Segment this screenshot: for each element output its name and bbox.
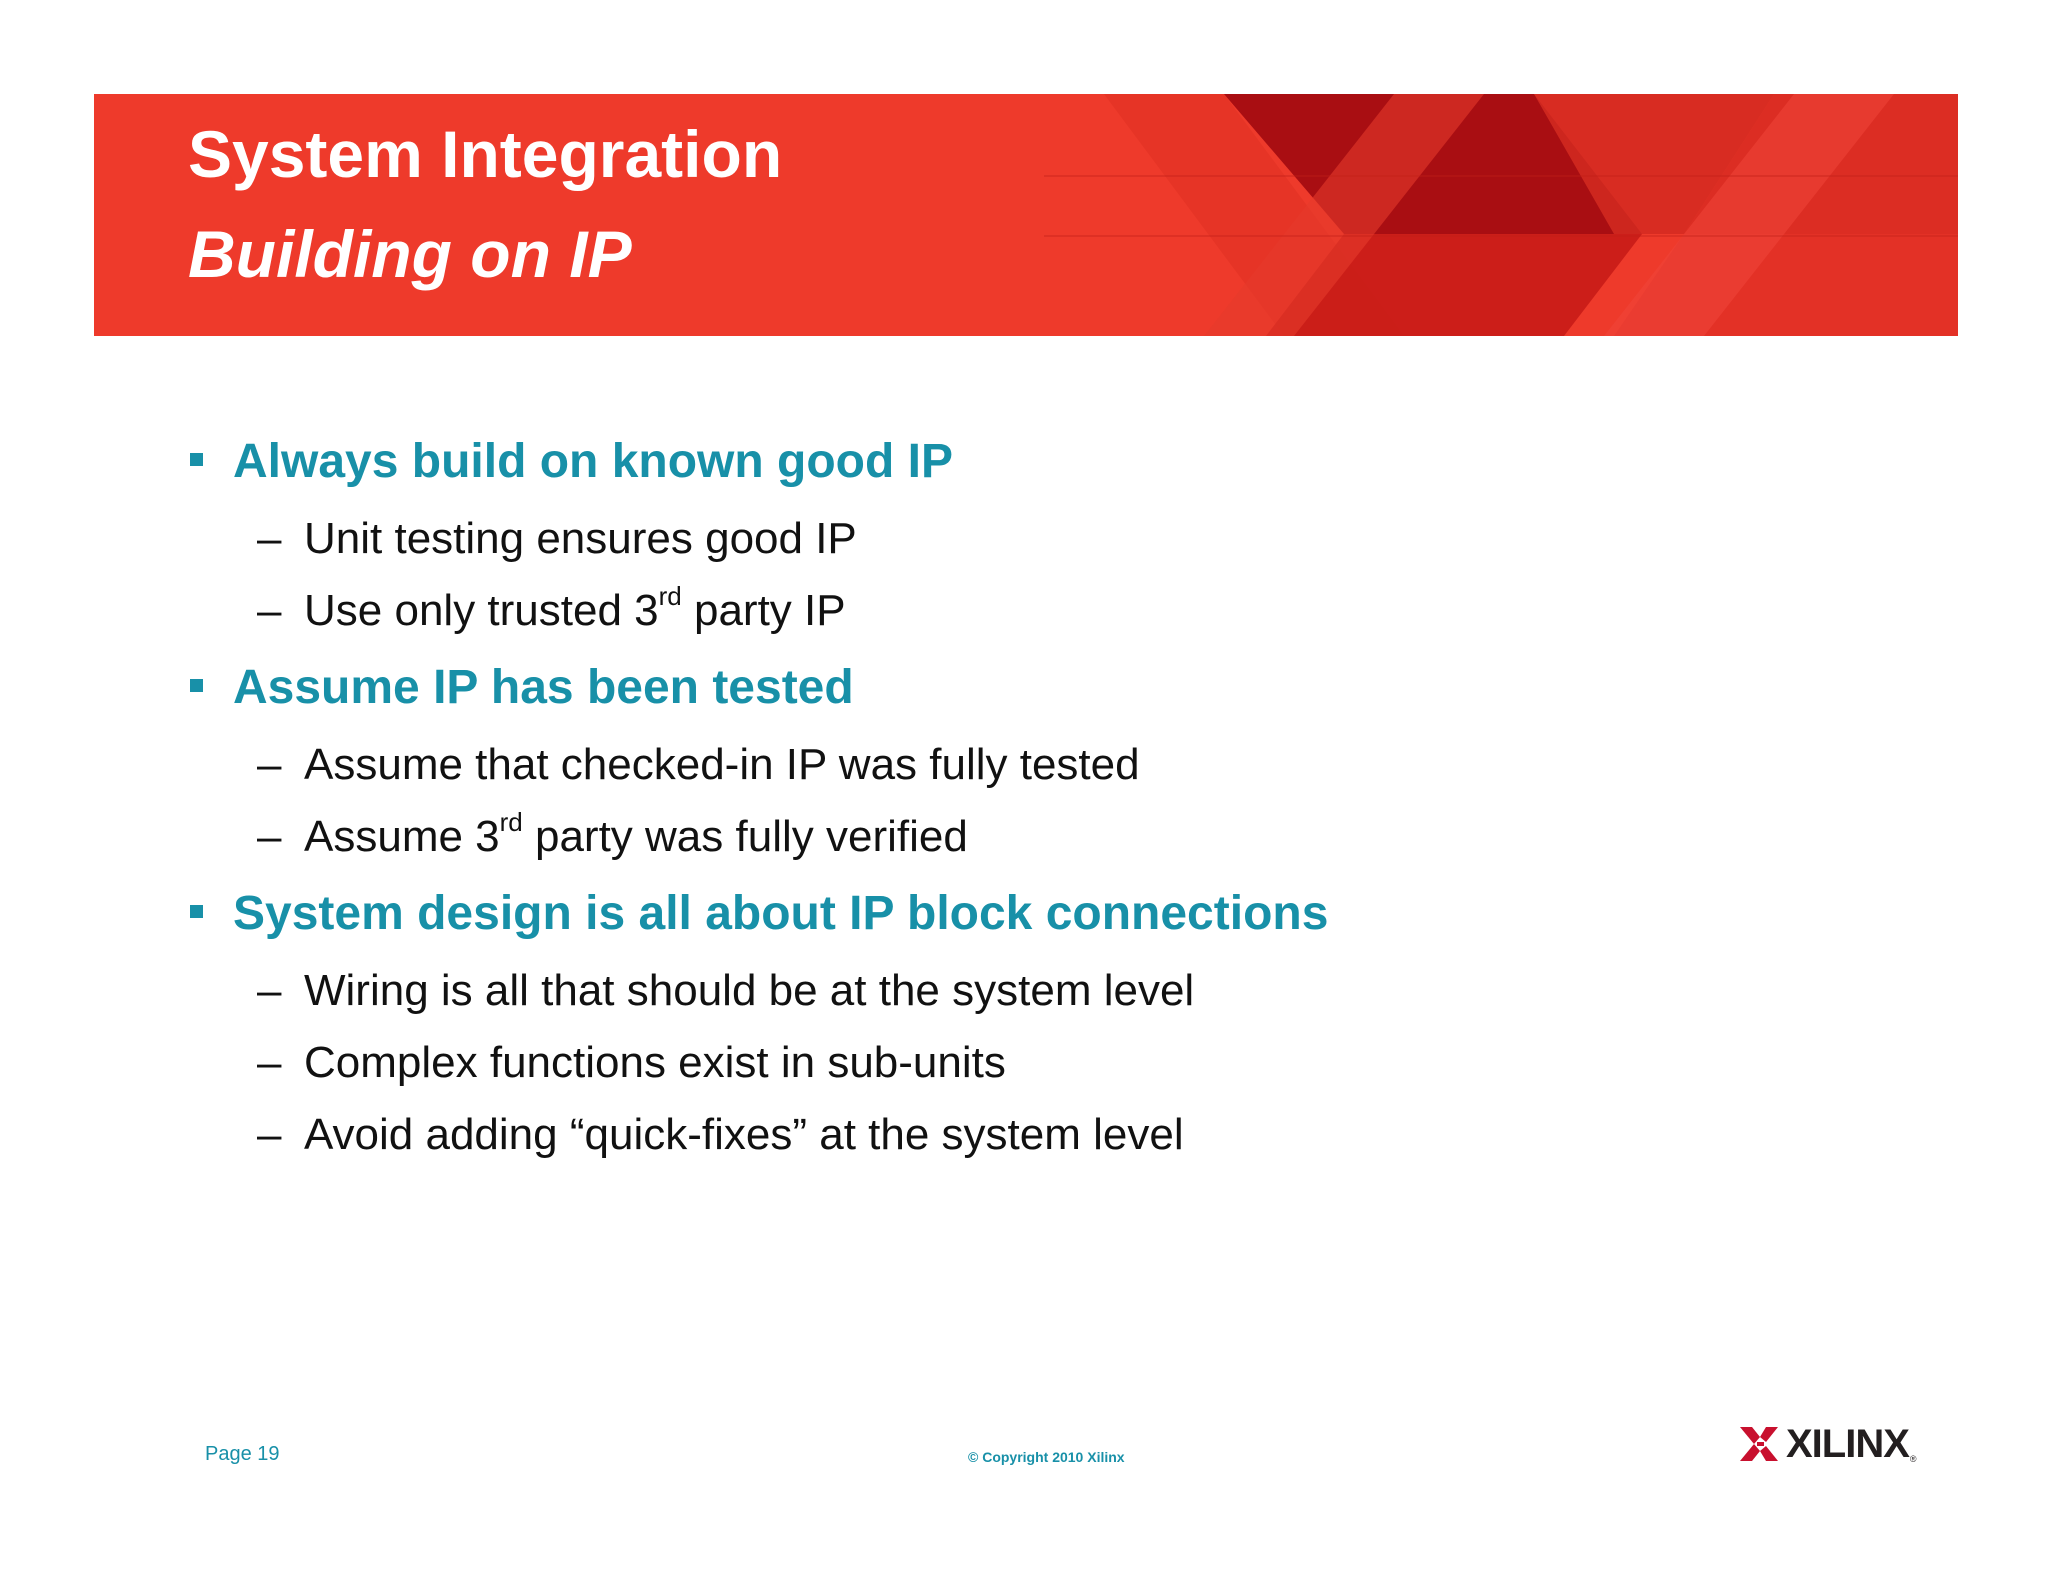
sub-bullet: – Avoid adding “quick-fixes” at the system level [257,1110,1184,1159]
dash-bullet-icon: – [257,966,282,1015]
copyright-notice: © Copyright 2010 Xilinx [968,1449,1125,1465]
sub-bullet: – Use only trusted 3rd party IP [257,581,846,635]
dash-bullet-icon: – [257,1038,282,1087]
bullet-heading: Always build on known good IP [190,434,953,490]
xilinx-logo [1740,1424,1917,1464]
dash-bullet-icon: – [257,586,282,635]
sub-bullet: – Assume that checked-in IP was fully tested [257,740,1140,789]
logo-wordmark: XILINX [1786,1422,1909,1466]
dash-bullet-icon: – [257,1110,282,1159]
registered-mark: ® [1909,1454,1917,1464]
dash-bullet-icon: – [257,514,282,563]
bullet-heading: System design is all about IP block connections [190,886,1328,942]
sub-bullet: – Wiring is all that should be at the system level [257,966,1195,1015]
sub-bullet: – Assume 3rd party was fully verified [257,807,968,861]
dash-bullet-icon: – [257,740,282,789]
square-bullet-icon [190,905,203,918]
sub-bullet: – Unit testing ensures good IP [257,514,857,563]
slide-title: System Integration [188,117,783,191]
slide-subtitle: Building on IP [188,217,632,291]
square-bullet-icon [190,453,203,466]
sub-bullet: – Complex functions exist in sub-units [257,1038,1006,1087]
xilinx-x-icon [1740,1427,1778,1461]
square-bullet-icon [190,679,203,692]
bullet-heading: Assume IP has been tested [190,660,854,716]
page-number: Page 19 [205,1443,280,1465]
dash-bullet-icon: – [257,812,282,861]
